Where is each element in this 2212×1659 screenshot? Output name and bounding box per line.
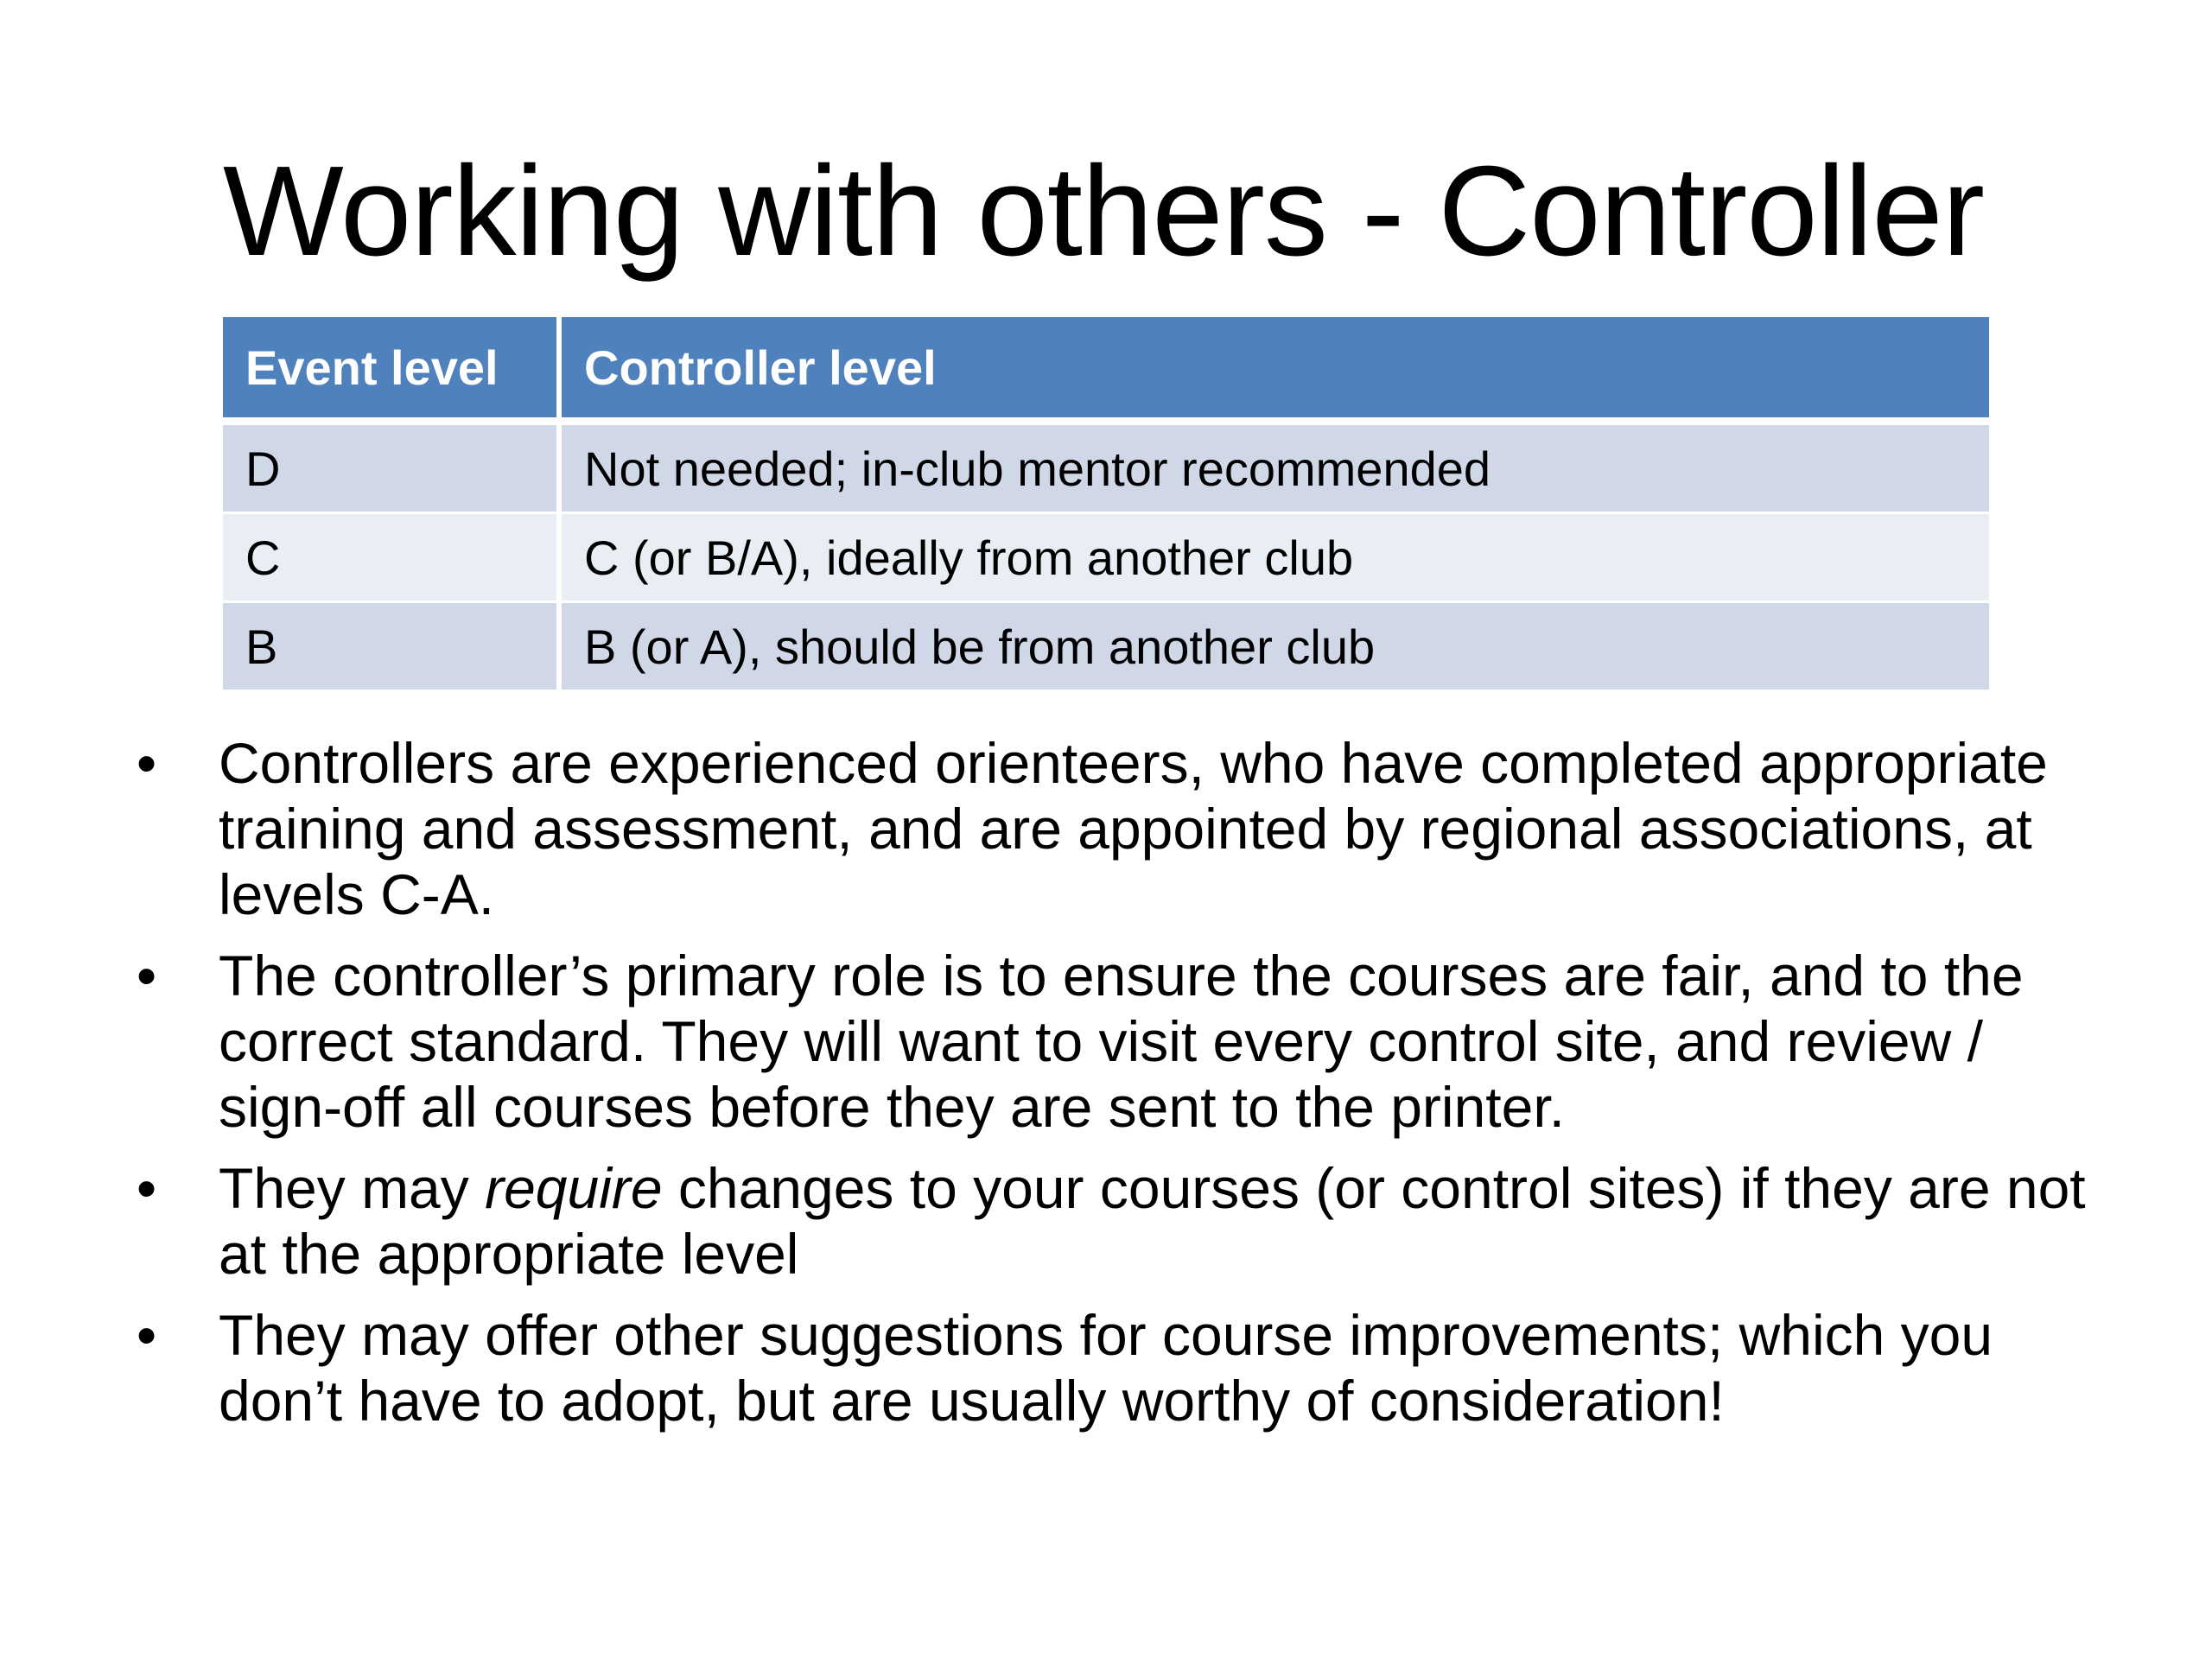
event-level-cell: C — [223, 512, 556, 601]
bullet-item — [130, 730, 2100, 927]
bullet-icon: • — [137, 1156, 157, 1220]
table-row — [223, 601, 1989, 690]
bullet-text-before: They may — [219, 1156, 486, 1220]
table-header-row — [223, 317, 1989, 423]
bullet-text-after: changes to your courses (or control sites) if they are not at the appropriate level — [219, 1156, 2086, 1286]
column-header-controller-level: Controller level — [556, 317, 1989, 423]
table-row — [223, 512, 1989, 601]
bullet-item — [130, 943, 2100, 1140]
table-row — [223, 423, 1989, 512]
bullet-icon: • — [137, 731, 157, 795]
event-level-cell: B — [223, 601, 556, 690]
bullet-icon: • — [137, 1303, 157, 1367]
controller-level-cell: B (or A), should be from another club — [556, 601, 1989, 690]
bullet-list — [130, 730, 2100, 1449]
controller-level-cell: Not needed; in-club mentor recommended — [556, 423, 1989, 512]
bullet-emphasis: require — [485, 1156, 663, 1220]
bullet-text: The controller’s primary role is to ensure the courses are fair, and to the correct standard. They will want to visit every control site, and review / sign-off all courses before they are sent to the printer. — [219, 944, 2024, 1139]
controller-level-cell: C (or B/A), ideally from another club — [556, 512, 1989, 601]
event-level-cell: D — [223, 423, 556, 512]
controller-level-table — [223, 317, 1989, 690]
bullet-text: Controllers are experienced orienteers, who have completed appropriate training and assessment, and are appointed by regional associations, at levels C-A. — [219, 731, 2048, 926]
bullet-item — [130, 1302, 2100, 1433]
bullet-icon: • — [137, 944, 157, 1007]
slide-title: Working with others - Controller — [223, 140, 1984, 283]
column-header-event-level: Event level — [223, 317, 556, 423]
bullet-text: They may offer other suggestions for course improvements; which you don’t have to adopt, but are usually worthy of consideration! — [219, 1303, 1993, 1433]
bullet-item — [130, 1155, 2100, 1287]
